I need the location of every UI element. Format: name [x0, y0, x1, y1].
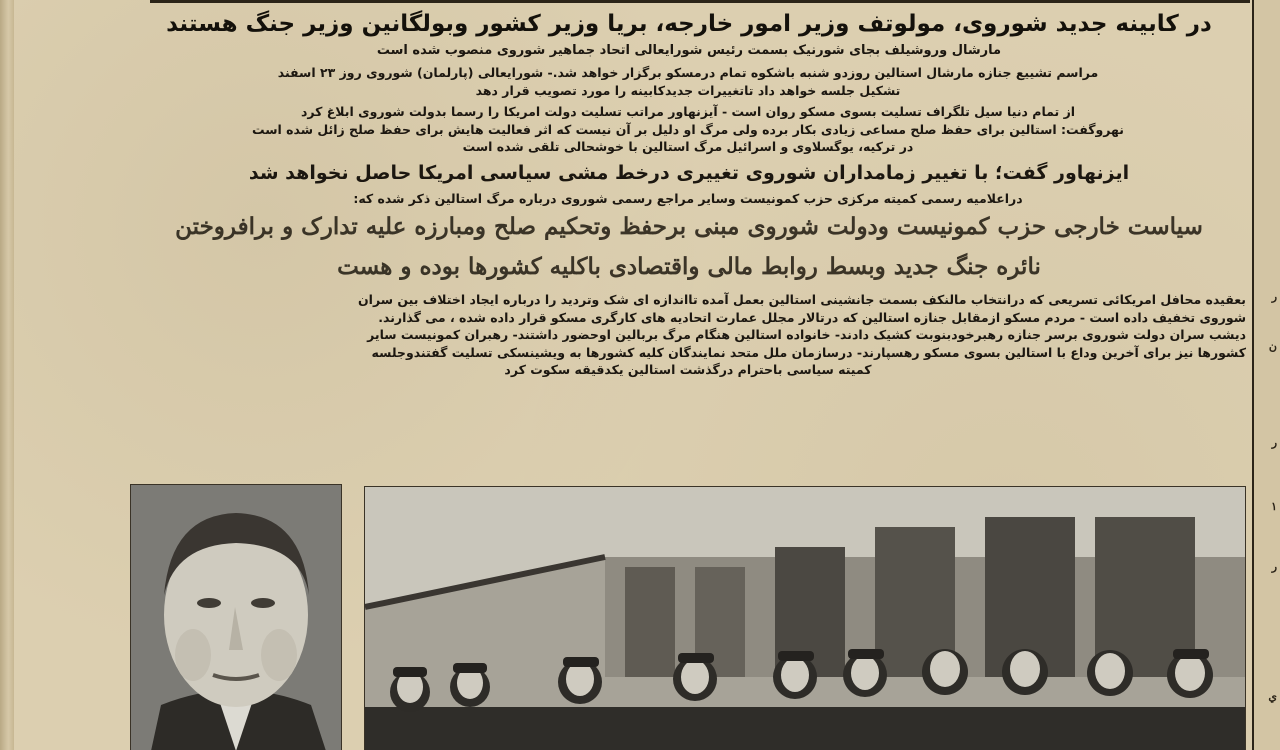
margin-char: ي	[1268, 690, 1277, 703]
headline2: ایزنهاور گفت؛ با تغییر زمامداران شوروی تغییری درخط مشی سیاسی امریکا حاصل نخواهد شد	[248, 161, 1130, 184]
margin-char: ر	[1271, 290, 1277, 303]
margin-char: ر	[1271, 560, 1277, 573]
body-line4: کشورها نیز برای آخرین وداع با استالین بسوی مسکو رهسپارند- درسازمان ملل متحد نمایندگان کلیه کشورها به ویشینسکی تسلیت گفتندوجلسه	[371, 344, 1246, 360]
body-line1: بعقیده محافل امریکائی تسریعی که درانتخاب مالنکف بسمت جانشینی استالین بعمل آمده تااندازه ای شک وتردید را درباره ایجاد اختلاف بین سران	[358, 292, 1246, 307]
margin-char: ۱	[1271, 500, 1277, 513]
group-photo-dignitaries	[364, 486, 1246, 750]
quote-line2: نائره جنگ جدید وبسط روابط مالی واقتصادی باکلیه کشورها بوده و هست	[337, 253, 1041, 280]
quote-line1: سیاست خارجی حزب کمونیست ودولت شوروی مبنی برحفظ وتحکیم صلح ومبارزه علیه تدارک و برافروختن	[175, 213, 1203, 240]
para2-line1: از تمام دنیا سیل تلگراف تسلیت بسوی مسکو روان است - آیزنهاور مراتب تسلیت دولت امریکا را رسما بدولت شوروی ابلاغ کرد	[300, 104, 1076, 119]
para2-line3: در ترکیه، یوگسلاوی و اسرائیل مرگ استالین با خوشحالی تلقی شده است	[462, 139, 914, 154]
right-margin-fragment	[1252, 0, 1280, 750]
paper-left-edge	[0, 0, 14, 750]
subhead: مارشال وروشیلف بجای شورنیک بسمت رئیس شورایعالی اتحاد جماهیر شوروی منصوب شده است	[376, 43, 1002, 58]
headline: در کابینه جدید شوروی، مولوتف وزیر امور خارجه، بریا وزیر کشور وبولگانین وزیر جنگ هستند	[166, 11, 1212, 37]
para2-line2: نهروگفت: استالین برای حفظ صلح مساعی زیادی بکار برده ولی مرگ او دلیل بر آن نیست که اثر فعالیت هایش برای حفظ صلح زائل شده است	[251, 121, 1125, 137]
para1-line1: مراسم تشییع جنازه مارشال استالین روزدو شنبه باشکوه تمام درمسکو برگزار خواهد شد.- شورایعالی (پارلمان) شوروی روز ۲۳ اسفند	[277, 65, 1099, 80]
article	[130, 6, 1248, 379]
intro: دراعلامیه رسمی کمیته مرکزی حزب کمونیست وسایر مراجع رسمی شوروی درباره مرگ استالین ذکر شده که:	[353, 190, 1023, 206]
portrait-photo	[130, 484, 342, 750]
top-rule	[150, 0, 1250, 3]
body-line5: کمیته سیاسی باحترام درگذشت استالین یکدقیقه سکوت کرد	[504, 362, 872, 377]
body-line3: دیشب سران دولت شوروی برسر جنازه رهبرخودبنوبت کشیک دادند- خانواده استالین هنگام مرگ بربالین اوحضور داشتند- رهبران کمونیست سایر	[367, 327, 1246, 342]
margin-char: ر	[1271, 436, 1277, 449]
para1-line2: تشکیل جلسه خواهد داد تاتغییرات جدیدکابینه را مورد تصویب قرار دهد	[475, 82, 901, 98]
body-line2: شوروی تخفیف داده است - مردم مسکو ازمقابل جنازه استالین که درتالار مجلل عمارت اتحادیه های کارگری مسکو قرار داده شده ، می گذارند.	[378, 309, 1246, 325]
margin-char: ن	[1268, 340, 1277, 353]
